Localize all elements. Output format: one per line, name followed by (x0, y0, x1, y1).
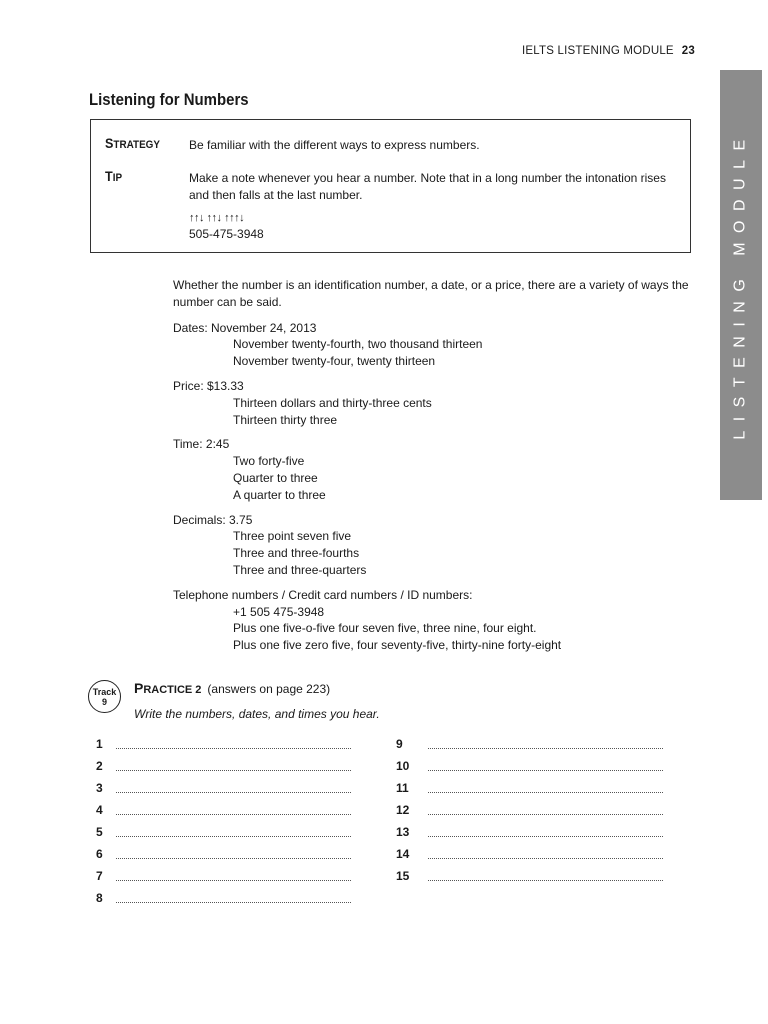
answer-number: 3 (96, 781, 103, 795)
answer-blank[interactable] (116, 806, 351, 815)
example-dates (173, 320, 703, 370)
example-line: November twenty-fourth, two thousand thirteen (233, 337, 483, 352)
answer-blank[interactable] (116, 850, 351, 859)
answer-number: 9 (396, 737, 403, 751)
example-line: Three and three-quarters (233, 562, 367, 577)
answer-row (96, 799, 351, 821)
answer-number: 14 (396, 847, 410, 861)
answer-blank[interactable] (428, 872, 663, 881)
answer-blank[interactable] (428, 806, 663, 815)
answer-blank[interactable] (428, 784, 663, 793)
track-badge (88, 680, 121, 713)
example-heading: Dates: November 24, 2013 (173, 320, 317, 335)
tip-label-rest: IP (112, 172, 123, 184)
answers-note: (answers on page 223) (207, 682, 331, 696)
practice-heading-rest: RACTICE 2 (143, 684, 202, 696)
answer-row (396, 733, 663, 755)
example-heading: Telephone numbers / Credit card numbers / ID numbers: (173, 587, 473, 602)
answer-blank[interactable] (428, 850, 663, 859)
answer-blank[interactable] (116, 894, 351, 903)
example-line: Thirteen dollars and thirty-three cents (233, 395, 432, 410)
example-line: Two forty-five (233, 454, 305, 469)
answer-number: 6 (96, 847, 103, 861)
strategy-label (105, 135, 160, 151)
track-label: Track (92, 687, 117, 697)
answer-row (396, 865, 663, 887)
tip-text: Make a note whenever you hear a number. Note that in a long number the intonation rises and then falls at the last number. (189, 171, 666, 202)
answer-number: 5 (96, 825, 103, 839)
answer-number: 7 (96, 869, 103, 883)
intro-paragraph: Whether the number is an identification number, a date, or a price, there are a variety of ways the number can be said. (173, 278, 689, 309)
answer-blank[interactable] (116, 740, 351, 749)
answer-blank[interactable] (116, 784, 351, 793)
practice-heading-initial: P (134, 680, 144, 696)
practice-heading (134, 680, 201, 696)
side-tab (720, 70, 762, 500)
answer-row (396, 799, 663, 821)
example-line: +1 505 475-3948 (233, 604, 325, 619)
answer-row (396, 821, 663, 843)
answer-number: 10 (396, 759, 410, 773)
answer-row (96, 755, 351, 777)
track-number: 9 (101, 697, 107, 707)
example-time (173, 436, 703, 503)
answer-blank[interactable] (428, 828, 663, 837)
practice-instruction: Write the numbers, dates, and times you hear. (134, 707, 380, 721)
answer-column-left (96, 733, 351, 909)
strategy-text: Be familiar with the different ways to express numbers. (189, 138, 480, 152)
explanation-body (173, 277, 703, 662)
example-heading: Time: 2:45 (173, 437, 230, 452)
example-line: Plus one five zero five, four seventy-five, thirty-nine forty-eight (233, 638, 562, 653)
answer-blank[interactable] (428, 740, 663, 749)
intonation-arrows: ↑↑↓ ↑↑↓ ↑↑↑↓ (189, 212, 245, 224)
answer-column-right (396, 733, 663, 887)
answer-number: 13 (396, 825, 410, 839)
strategy-box (90, 119, 691, 253)
strategy-label-rest: TRATEGY (113, 139, 160, 151)
example-number: 505-475-3948 (189, 227, 264, 241)
example-heading: Price: $13.33 (173, 378, 244, 393)
answer-blank[interactable] (116, 872, 351, 881)
example-price (173, 378, 703, 428)
example-line: Three and three-fourths (233, 546, 360, 561)
answer-number: 4 (96, 803, 103, 817)
example-line: Thirteen thirty three (233, 412, 338, 427)
example-heading: Decimals: 3.75 (173, 512, 253, 527)
example-line: Three point seven five (233, 529, 352, 544)
example-line: Quarter to three (233, 470, 318, 485)
answer-row (96, 865, 351, 887)
answer-row (96, 887, 351, 909)
answer-number: 1 (96, 737, 103, 751)
example-decimals (173, 512, 703, 579)
answer-row (396, 777, 663, 799)
answer-blank[interactable] (116, 828, 351, 837)
answer-row (96, 821, 351, 843)
answer-number: 15 (396, 869, 410, 883)
answer-row (96, 843, 351, 865)
running-head (400, 45, 695, 57)
page-number: 23 (681, 45, 695, 57)
answer-number: 12 (396, 803, 410, 817)
answer-number: 11 (396, 781, 409, 795)
example-line: A quarter to three (233, 487, 326, 502)
tip-label-initial: T (105, 168, 113, 184)
answer-number: 8 (96, 891, 103, 905)
side-tab-label: LISTENING MODULE (732, 130, 750, 440)
answer-blank[interactable] (428, 762, 663, 771)
answer-row (396, 843, 663, 865)
answer-number: 2 (96, 759, 103, 773)
running-head-title: IELTS LISTENING MODULE (521, 45, 674, 57)
section-title: Listening for Numbers (89, 90, 249, 109)
example-line: Plus one five-o-five four seven five, three nine, four eight. (233, 621, 537, 636)
answer-row (396, 755, 663, 777)
answer-blank[interactable] (116, 762, 351, 771)
answer-row (96, 777, 351, 799)
example-telephone (173, 587, 703, 654)
practice-title (134, 680, 330, 696)
example-line: November twenty-four, twenty thirteen (233, 354, 436, 369)
answer-row (96, 733, 351, 755)
strategy-label-initial: S (105, 135, 114, 151)
tip-label (105, 168, 122, 184)
